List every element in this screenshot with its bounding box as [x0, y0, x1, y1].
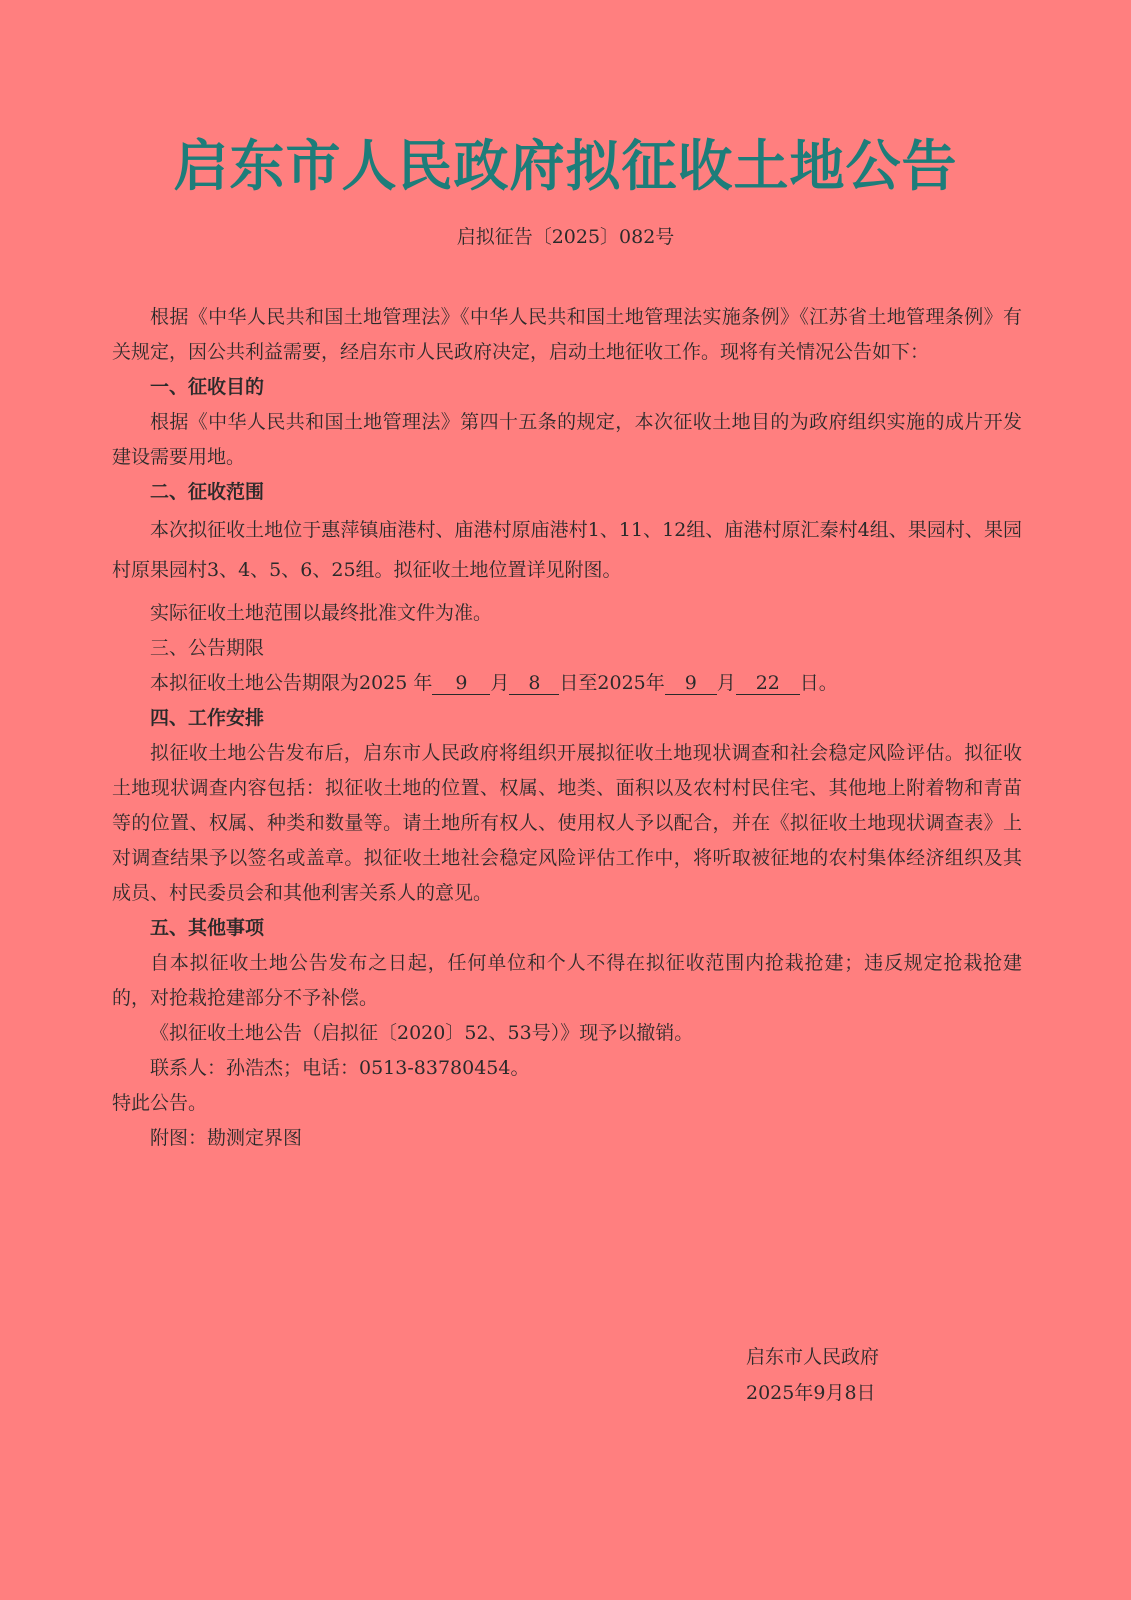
- section3-period: [112, 666, 1022, 701]
- signature-date: 2025年9月8日: [746, 1382, 876, 1404]
- attachment-note: 附图：勘测定界图: [150, 1127, 303, 1149]
- end-day: 22: [736, 672, 800, 695]
- period-mid: 日至2025年: [559, 672, 665, 694]
- section4-text: 拟征收土地公告发布后，启东市人民政府将组织开展拟征收土地现状调查和社会稳定风险评估。拟征收土地现状调查内容包括：拟征收土地的位置、权属、地类、面积以及农村村民住宅、其他地上附着物和青苗等的位置、权属、种类和数量等。请土地所有权人、使用权人予以配合，并在《拟征收土地现状调查表》上对调查结果予以签名或盖章。拟征收土地社会稳定风险评估工作中，将听取被征地的农村集体经济组织及其成员、村民委员会和其他利害关系人的意见。: [112, 742, 1022, 904]
- document-number: 启拟征告〔2025〕082号: [456, 226, 675, 248]
- section5-heading: 五、其他事项: [150, 917, 265, 939]
- end-month: 9: [665, 672, 717, 695]
- section3-heading: 三、公告期限: [150, 637, 265, 659]
- start-month: 9: [432, 672, 490, 695]
- section2-heading: 二、征收范围: [150, 481, 265, 503]
- period-prefix: 本拟征收土地公告期限为2025 年: [150, 672, 433, 694]
- section5-text: 自本拟征收土地公告发布之日起，任何单位和个人不得在拟征收范围内抢栽抢建；违反规定抢栽抢建的，对抢栽抢建部分不予补偿。: [112, 952, 1022, 1009]
- start-day: 8: [509, 672, 559, 695]
- section2-scope-note: 实际征收土地范围以最终批准文件为准。: [150, 602, 493, 624]
- signature-org: 启东市人民政府: [746, 1346, 880, 1368]
- month-label: 月: [490, 672, 510, 694]
- section4-heading: 四、工作安排: [150, 707, 265, 729]
- notice-title: 启东市人民政府拟征收土地公告: [173, 134, 958, 198]
- intro-paragraph: 根据《中华人民共和国土地管理法》《中华人民共和国土地管理法实施条例》《江苏省土地管理条例》有关规定，因公共利益需要，经启东市人民政府决定，启动土地征收工作。现将有关情况公告如下：: [112, 306, 1022, 363]
- closing-text: 特此公告。: [112, 1092, 208, 1114]
- section1-heading: 一、征收目的: [150, 376, 265, 398]
- section2-text: 本次拟征收土地位于惠萍镇庙港村、庙港村原庙港村1、11、12组、庙港村原汇秦村4组、果园村、果园村原果园村3、4、5、6、25组。拟征收土地位置详见附图。: [112, 519, 1022, 581]
- revocation-note: 《拟征收土地公告（启拟征〔2020〕52、53号）》现予以撤销。: [150, 1022, 694, 1044]
- period-suffix: 日。: [799, 672, 838, 694]
- month-label-2: 月: [716, 672, 736, 694]
- contact-info: 联系人：孙浩杰；电话：0513-83780454。: [150, 1057, 530, 1079]
- notice-body: [112, 300, 1022, 1156]
- section1-text: 根据《中华人民共和国土地管理法》第四十五条的规定，本次征收土地目的为政府组织实施的成片开发建设需要用地。: [112, 411, 1022, 468]
